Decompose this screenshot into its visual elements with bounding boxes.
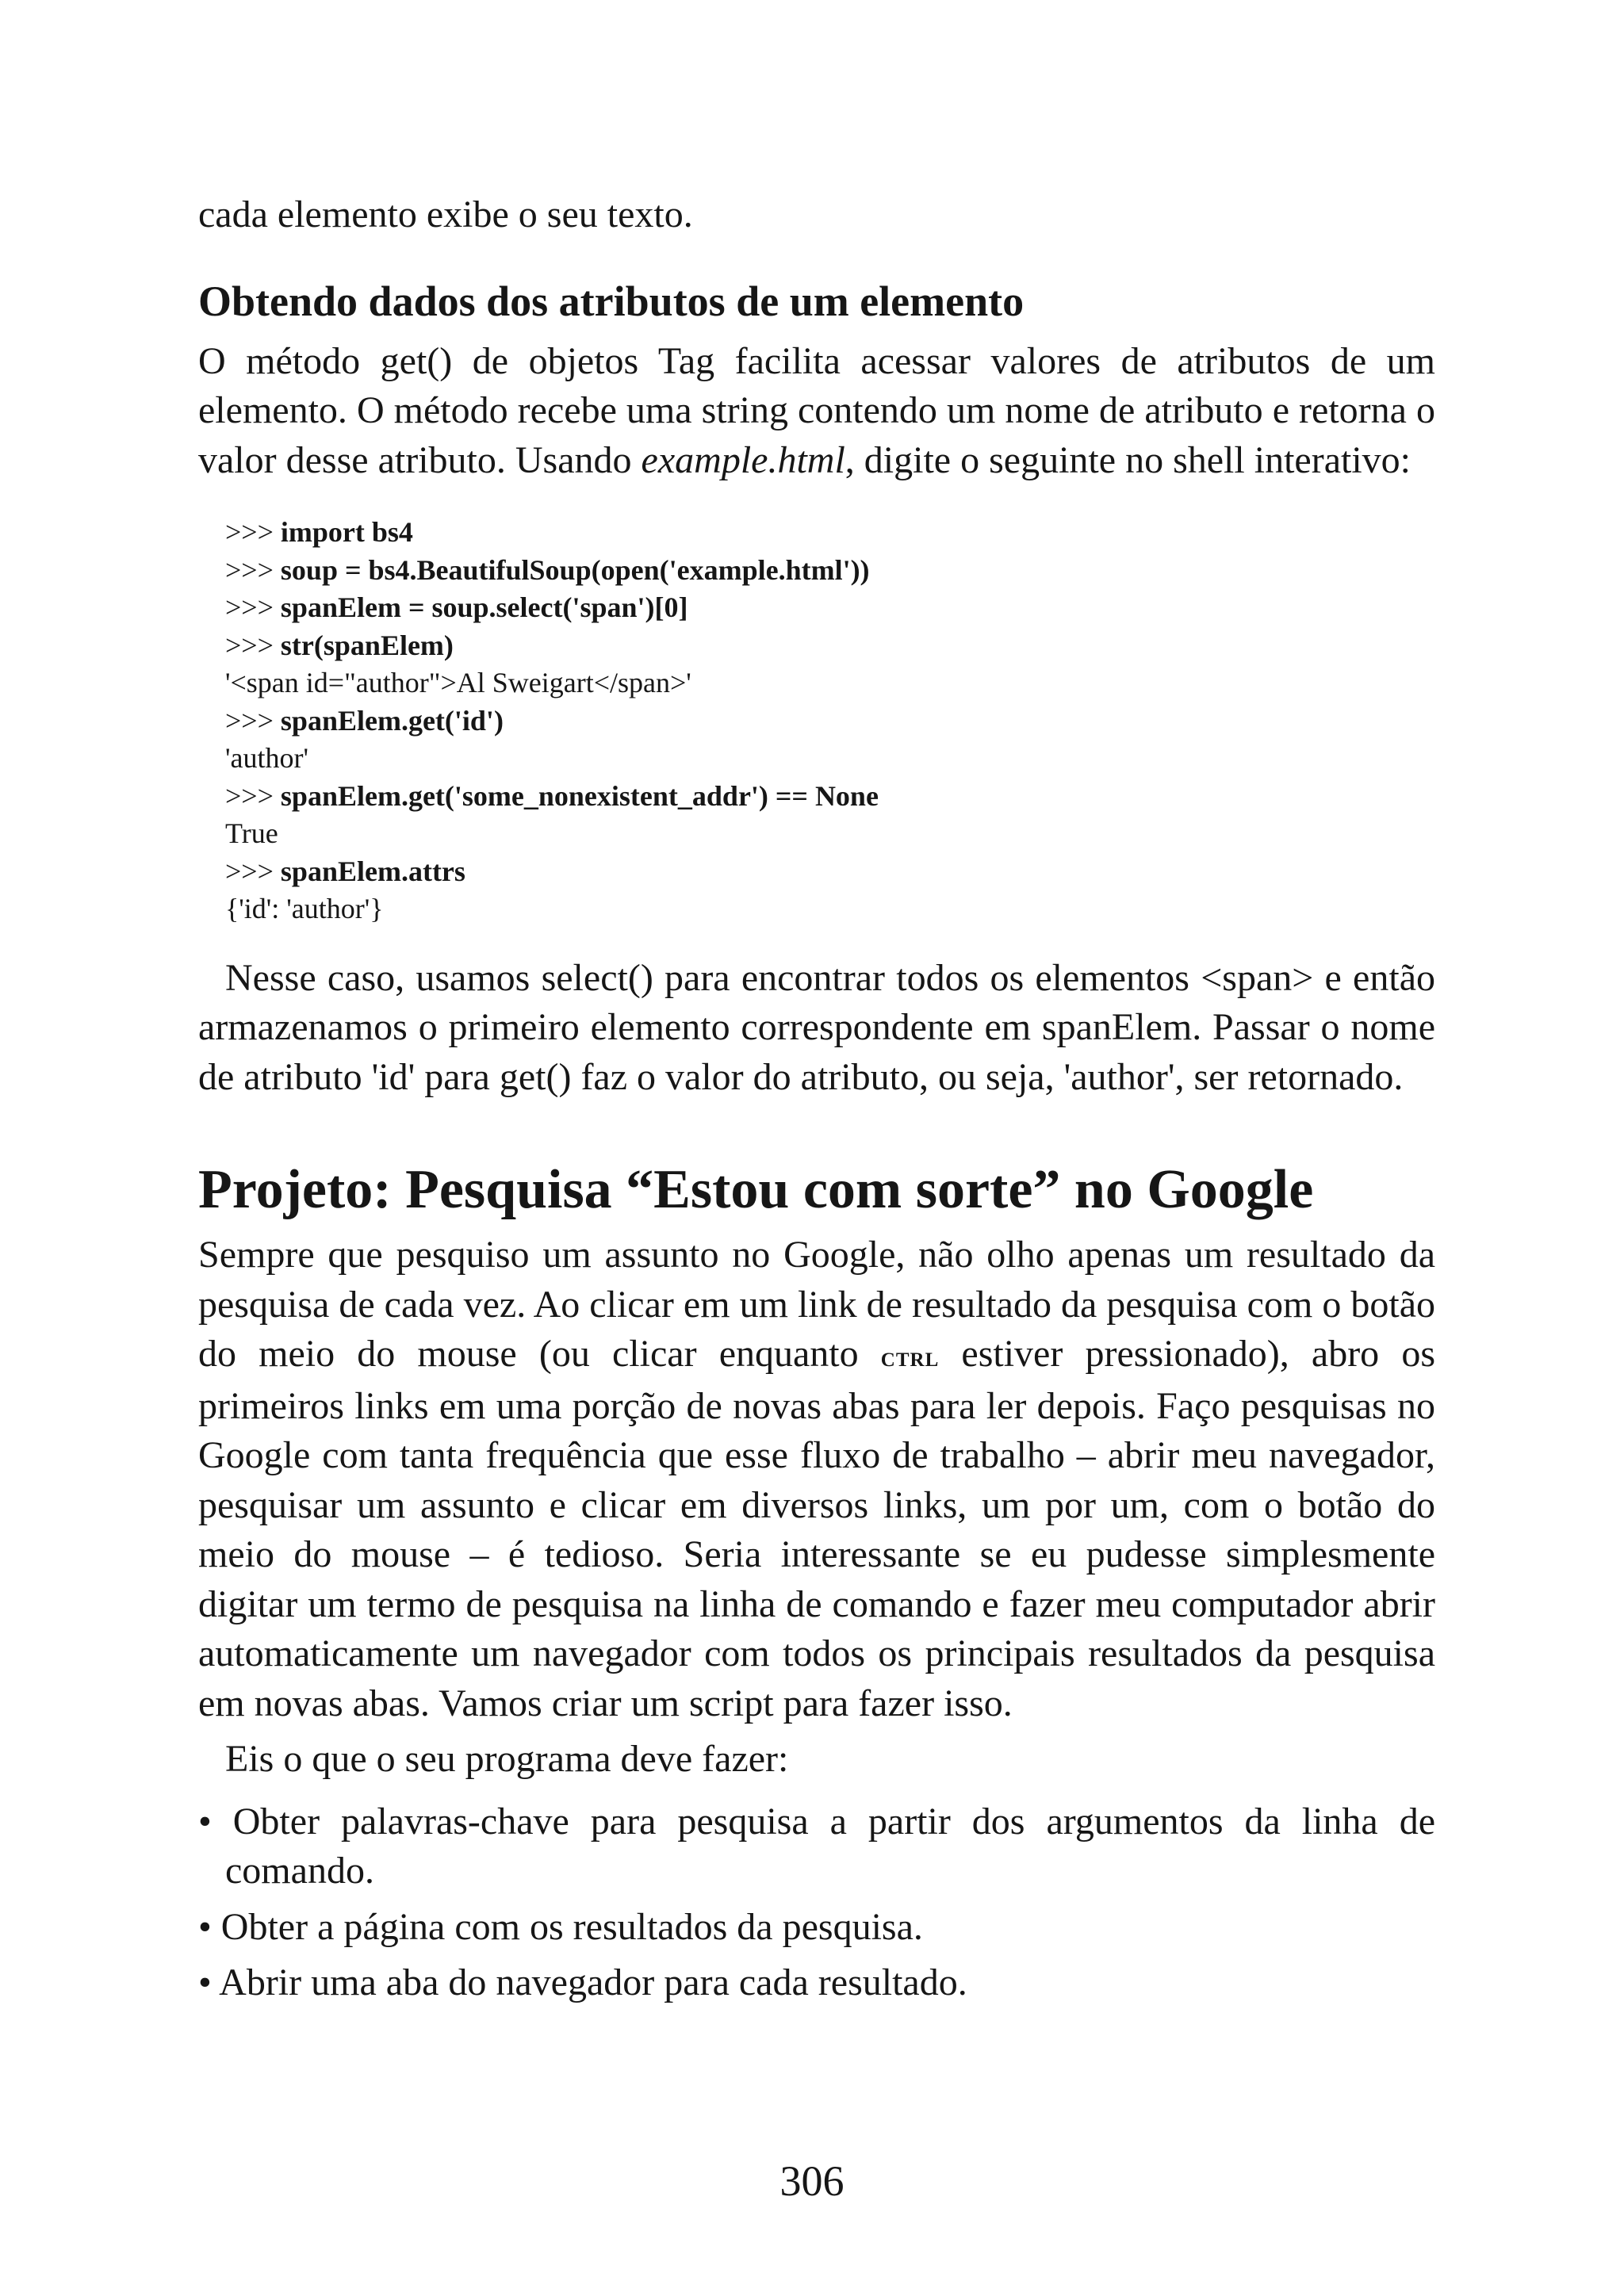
ctrl-key-label: ctrl	[880, 1341, 940, 1372]
paragraph-google-search	[198, 1230, 1435, 1728]
code-output-line: '<span id="author">Al Sweigart</span>'	[225, 667, 691, 698]
paragraph-google-search-text-2: estiver pressionado), abro os primeiros links em uma porção de novas abas para ler depois. Faço pesquisas no Google com tanta frequência que esse fluxo de trabalho – abrir meu navegador, pesquisar um assunto e clicar em diversos links, um por um, com o botão do meio do mouse – é tedioso. Seria interessante se eu pudesse simplesmente digitar um termo de pesquisa na linha de comando e fazer meu computador abrir automaticamente um navegador com todos os principais resultados da pesquisa em novas abas. Vamos criar um script para fazer isso.	[198, 1333, 1435, 1724]
code-line: >>> spanElem.get('id')	[225, 704, 504, 737]
paragraph-get-method-text-2: , digite o seguinte no shell interativo:	[845, 438, 1411, 481]
list-item: • Obter a página com os resultados da pesquisa.	[198, 1905, 923, 1948]
code-listing	[225, 514, 1435, 928]
code-output-line: True	[225, 817, 278, 849]
example-html-filename: example.html	[641, 438, 845, 481]
page-number: 306	[779, 2157, 845, 2205]
section-heading-project: Projeto: Pesquisa “Estou com sorte” no Google	[198, 1159, 1314, 1220]
list-item: • Abrir uma aba do navegador para cada resultado.	[198, 1961, 967, 2003]
code-line: >>> spanElem.get('some_nonexistent_addr') == None	[225, 779, 879, 812]
code-line: >>> spanElem.attrs	[225, 855, 465, 887]
intro-text: cada elemento exibe o seu texto.	[198, 193, 693, 235]
code-line: >>> soup = bs4.BeautifulSoup(open('example.html'))	[225, 553, 870, 586]
paragraph-get-method-text-1: O método get() de objetos Tag facilita acessar valores de atributos de um elemento. O método recebe uma string contendo um nome de atributo e retorna o valor desse atributo. Usando	[198, 339, 1435, 481]
section-heading-attributes: Obtendo dados dos atributos de um elemento	[198, 277, 1025, 325]
paragraph-program-intro: Eis o que o seu programa deve fazer:	[225, 1738, 789, 1780]
paragraph-select-explanation: Nesse caso, usamos select() para encontrar todos os elementos <span> e então armazenamos o primeiro elemento correspondente em spanElem. Passar o nome de atributo 'id' para get() faz o valor do atributo, ou seja, 'author', ser retornado.	[198, 956, 1435, 1098]
list-item: • Obter palavras-chave para pesquisa a partir dos argumentos da linha de comando.	[198, 1800, 1435, 1892]
page-content	[198, 190, 1435, 2008]
code-output-line: {'id': 'author'}	[225, 893, 384, 924]
code-line: >>> spanElem = soup.select('span')[0]	[225, 591, 688, 623]
code-line: >>> str(spanElem)	[225, 629, 454, 661]
code-line: >>> import bs4	[225, 516, 413, 548]
bullet-list	[198, 1797, 1435, 2008]
code-output-line: 'author'	[225, 742, 308, 774]
paragraph-get-method	[198, 337, 1435, 486]
paragraph-google-search-text-1: Sempre que pesquiso um assunto no Google, não olho apenas um resultado da pesquisa de cada vez. Ao clicar em um link de resultado da pesquisa com o botão do meio do mouse (ou clicar enquanto	[198, 1234, 1435, 1375]
